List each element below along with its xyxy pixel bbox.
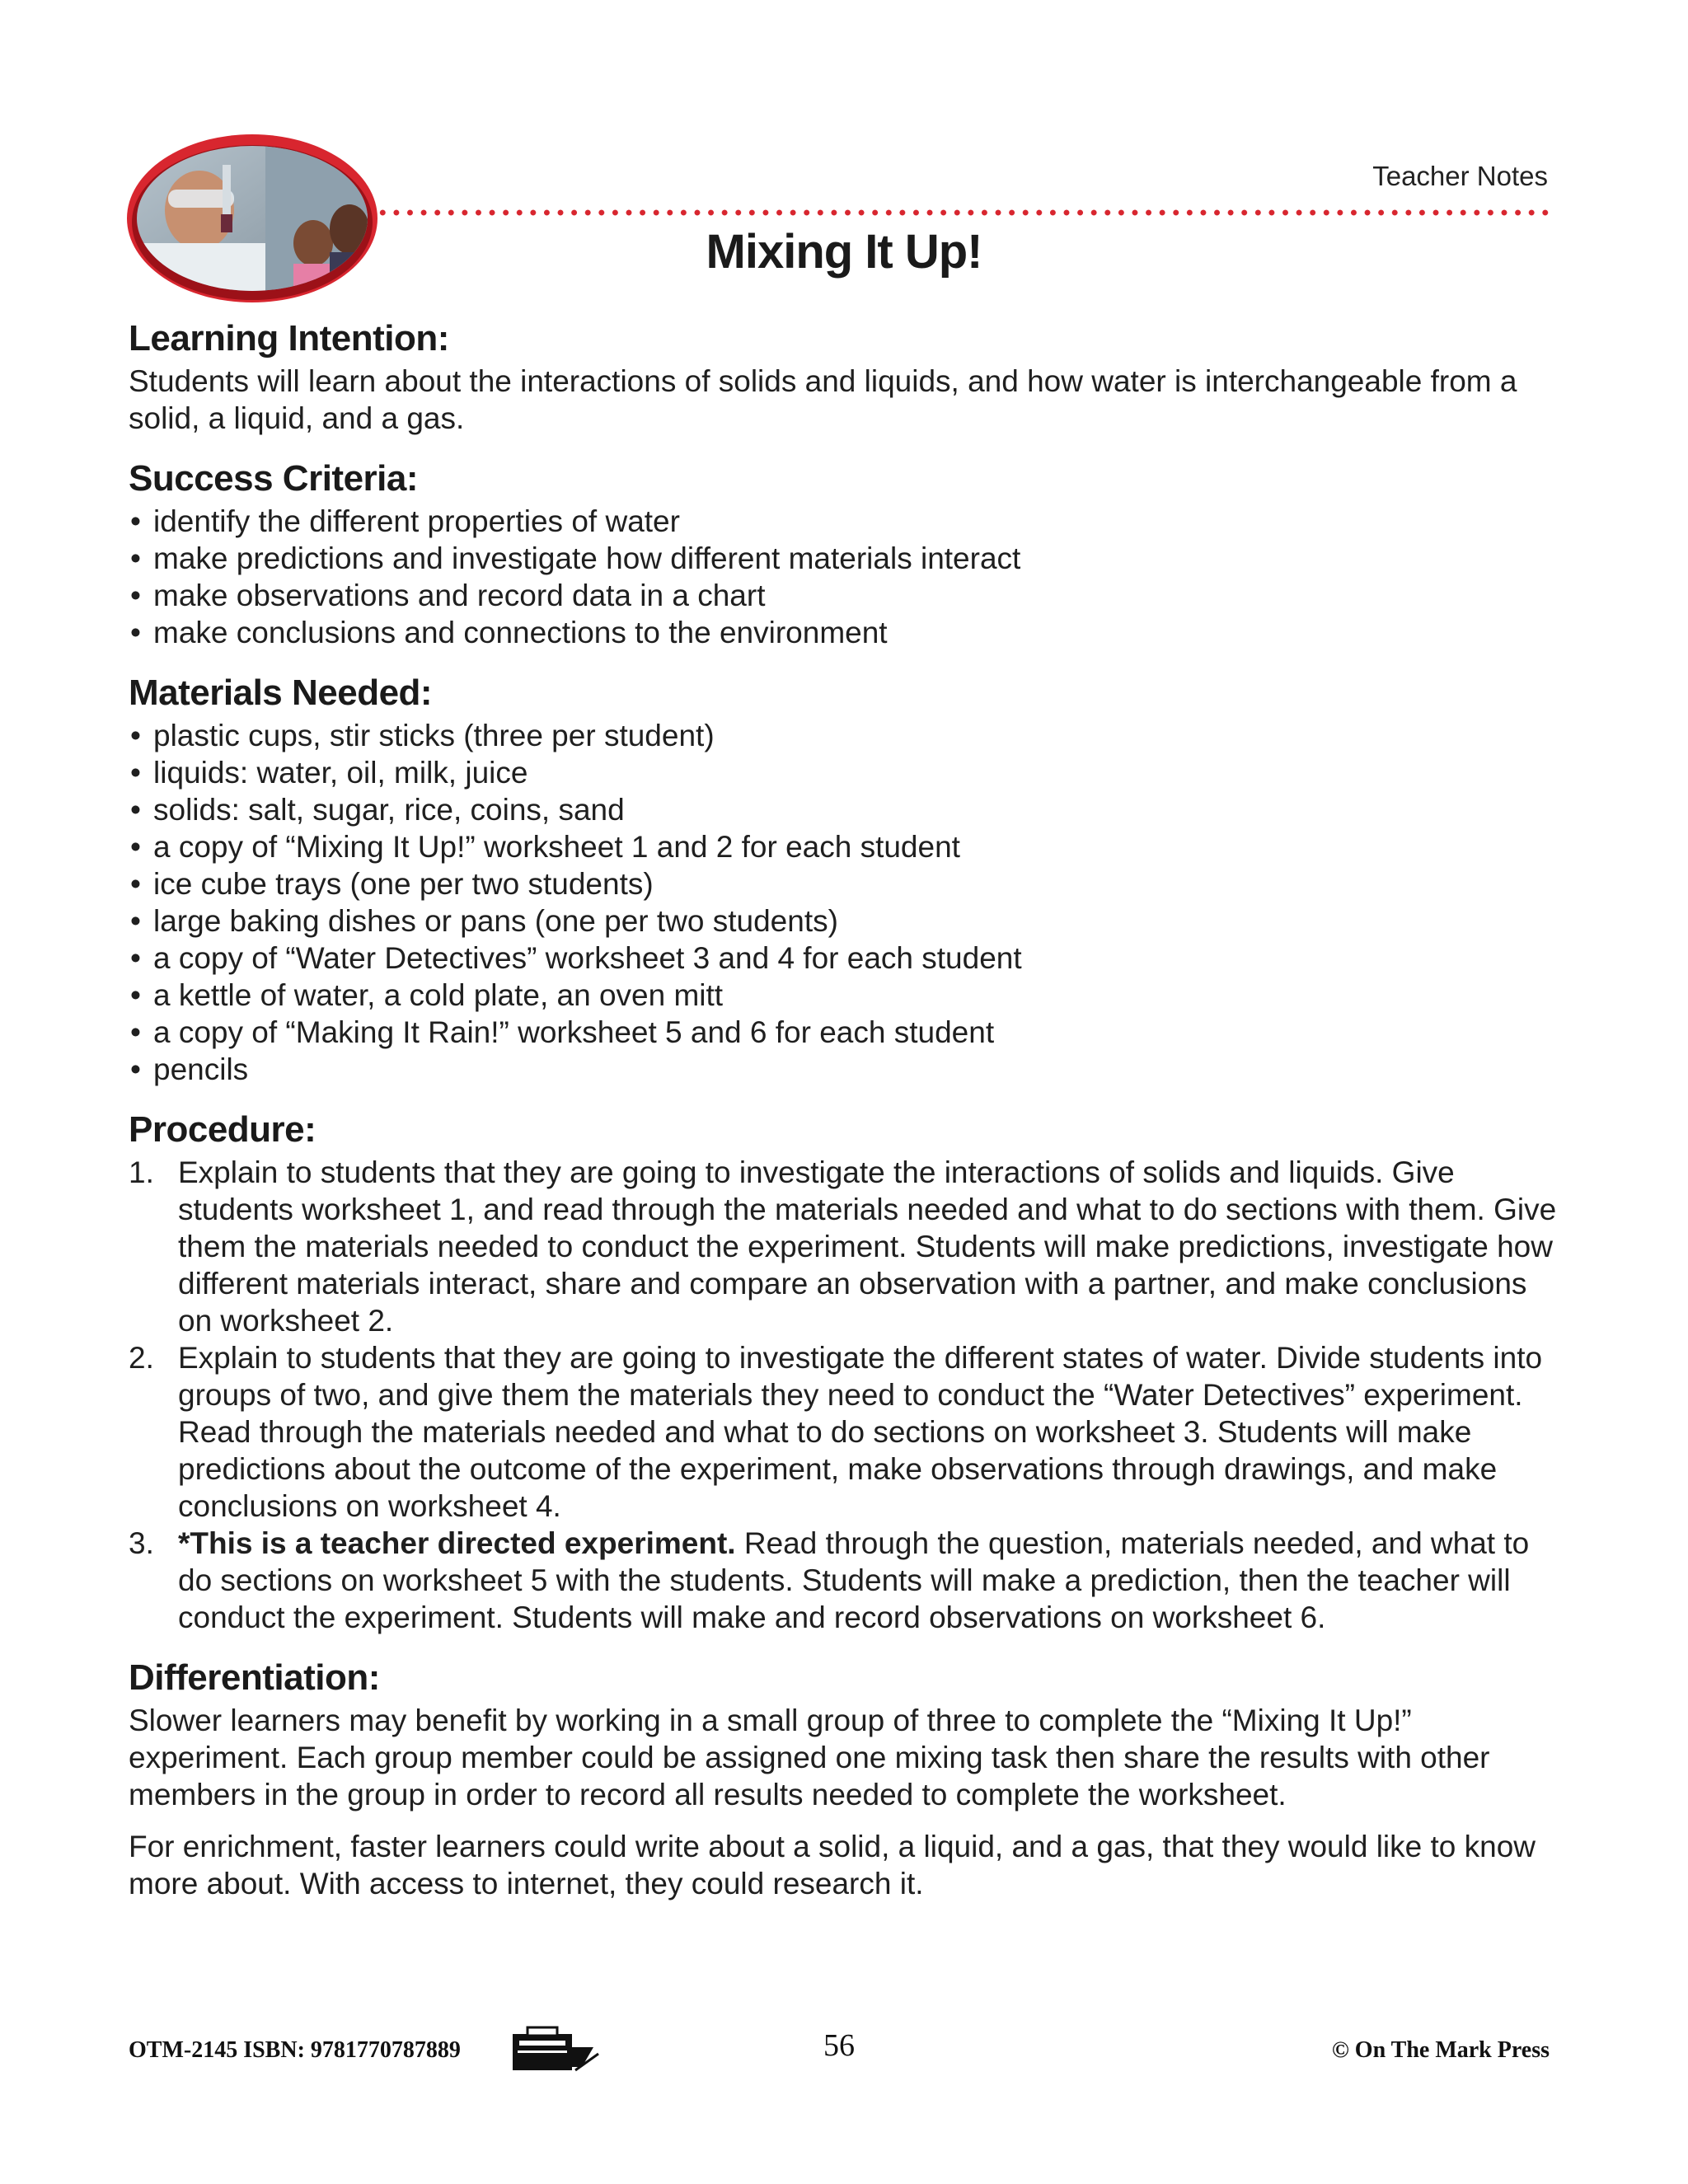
- materials-heading: Materials Needed:: [129, 673, 433, 713]
- step-text: Explain to students that they are going to investigate the different states of water. Divide students into groups of two, and give them the materials they need to conduct the “Water Detectives” experiment. Read through the materials needed and what to do sections on worksheet 3. Students will make predictions about the outcome of the experiment, make observations through drawings, and make conclusions on worksheet 4.: [178, 1341, 1543, 1523]
- teacher-notes-content: [129, 315, 1563, 1902]
- step-emphasis: *This is a teacher directed experiment.: [178, 1526, 736, 1560]
- procedure-list: [129, 1154, 1563, 1636]
- procedure-step: [129, 1154, 1563, 1339]
- list-item: • large baking dishes or pans (one per two students): [129, 902, 1563, 940]
- success-criteria-section: [129, 455, 1563, 651]
- list-item: • plastic cups, stir sticks (three per student): [129, 717, 1563, 754]
- list-item: • liquids: water, oil, milk, juice: [129, 754, 1563, 791]
- page-footer: [129, 2026, 1550, 2075]
- differentiation-paragraph: Slower learners may benefit by working in a small group of three to complete the “Mixing It Up!” experiment. Each group member could be assigned one mixing task then share the results with other members in the group in order to record all results needed to complete the worksheet.: [129, 1704, 1490, 1811]
- list-item: • a copy of “Mixing It Up!” worksheet 1 and 2 for each student: [129, 828, 1563, 865]
- learning-intention-text: Students will learn about the interactions of solids and liquids, and how water is interchangeable from a solid, a liquid, and a gas.: [129, 364, 1517, 435]
- section-label: Teacher Notes: [1372, 161, 1548, 191]
- materials-list: [129, 717, 1563, 1088]
- product-code: OTM-2145 ISBN: 9781770787889: [129, 2037, 461, 2063]
- list-item: • ice cube trays (one per two students): [129, 865, 1563, 902]
- dotted-divider: [376, 209, 1550, 216]
- page-title: Mixing It Up!: [706, 225, 982, 279]
- list-item: • make predictions and investigate how different materials interact: [129, 540, 1563, 577]
- step-number: 2.: [129, 1341, 154, 1375]
- list-item: • pencils: [129, 1051, 1563, 1088]
- list-item: • a kettle of water, a cold plate, an oven mitt: [129, 977, 1563, 1014]
- page-number: 56: [823, 2028, 855, 2063]
- list-item: • make conclusions and connections to the environment: [129, 614, 1563, 651]
- success-criteria-list: [129, 503, 1563, 651]
- step-number: 3.: [129, 1526, 154, 1560]
- differentiation-paragraph: For enrichment, faster learners could write about a solid, a liquid, and a gas, that they would like to know more about. With access to internet, they could research it.: [129, 1830, 1536, 1900]
- materials-section: [129, 669, 1563, 1088]
- list-item: • make observations and record data in a chart: [129, 577, 1563, 614]
- success-criteria-heading: Success Criteria:: [129, 458, 419, 499]
- step-text: Read through the question, materials needed, and what to do sections on worksheet 5 with the students. Students will make a prediction, then the teacher will conduct the experiment. Students will make and record observations on worksheet 6.: [178, 1526, 1530, 1634]
- list-item: • a copy of “Water Detectives” worksheet 3 and 4 for each student: [129, 940, 1563, 977]
- step-text: Explain to students that they are going to investigate the interactions of solids and liquids. Give students worksheet 1, and read through the materials needed and what to do sections with them. Give them the materials needed to conduct the experiment. Students will make predictions, investigate how different materials interact, share and compare an observation with a partner, and make conclusions on worksheet 2.: [178, 1155, 1557, 1338]
- learning-intention-section: [129, 315, 1563, 437]
- differentiation-heading: Differentiation:: [129, 1657, 380, 1698]
- list-item: • a copy of “Making It Rain!” worksheet 5 and 6 for each student: [129, 1014, 1563, 1051]
- list-item: • solids: salt, sugar, rice, coins, sand: [129, 791, 1563, 828]
- step-number: 1.: [129, 1155, 154, 1189]
- procedure-section: [129, 1106, 1563, 1636]
- list-item: • identify the different properties of water: [129, 503, 1563, 540]
- procedure-heading: Procedure:: [129, 1109, 316, 1150]
- copyright-notice: © On The Mark Press: [1331, 2037, 1550, 2063]
- differentiation-section: [129, 1654, 1563, 1902]
- procedure-step: [129, 1525, 1563, 1636]
- procedure-step: [129, 1339, 1563, 1525]
- learning-intention-heading: Learning Intention:: [129, 318, 449, 359]
